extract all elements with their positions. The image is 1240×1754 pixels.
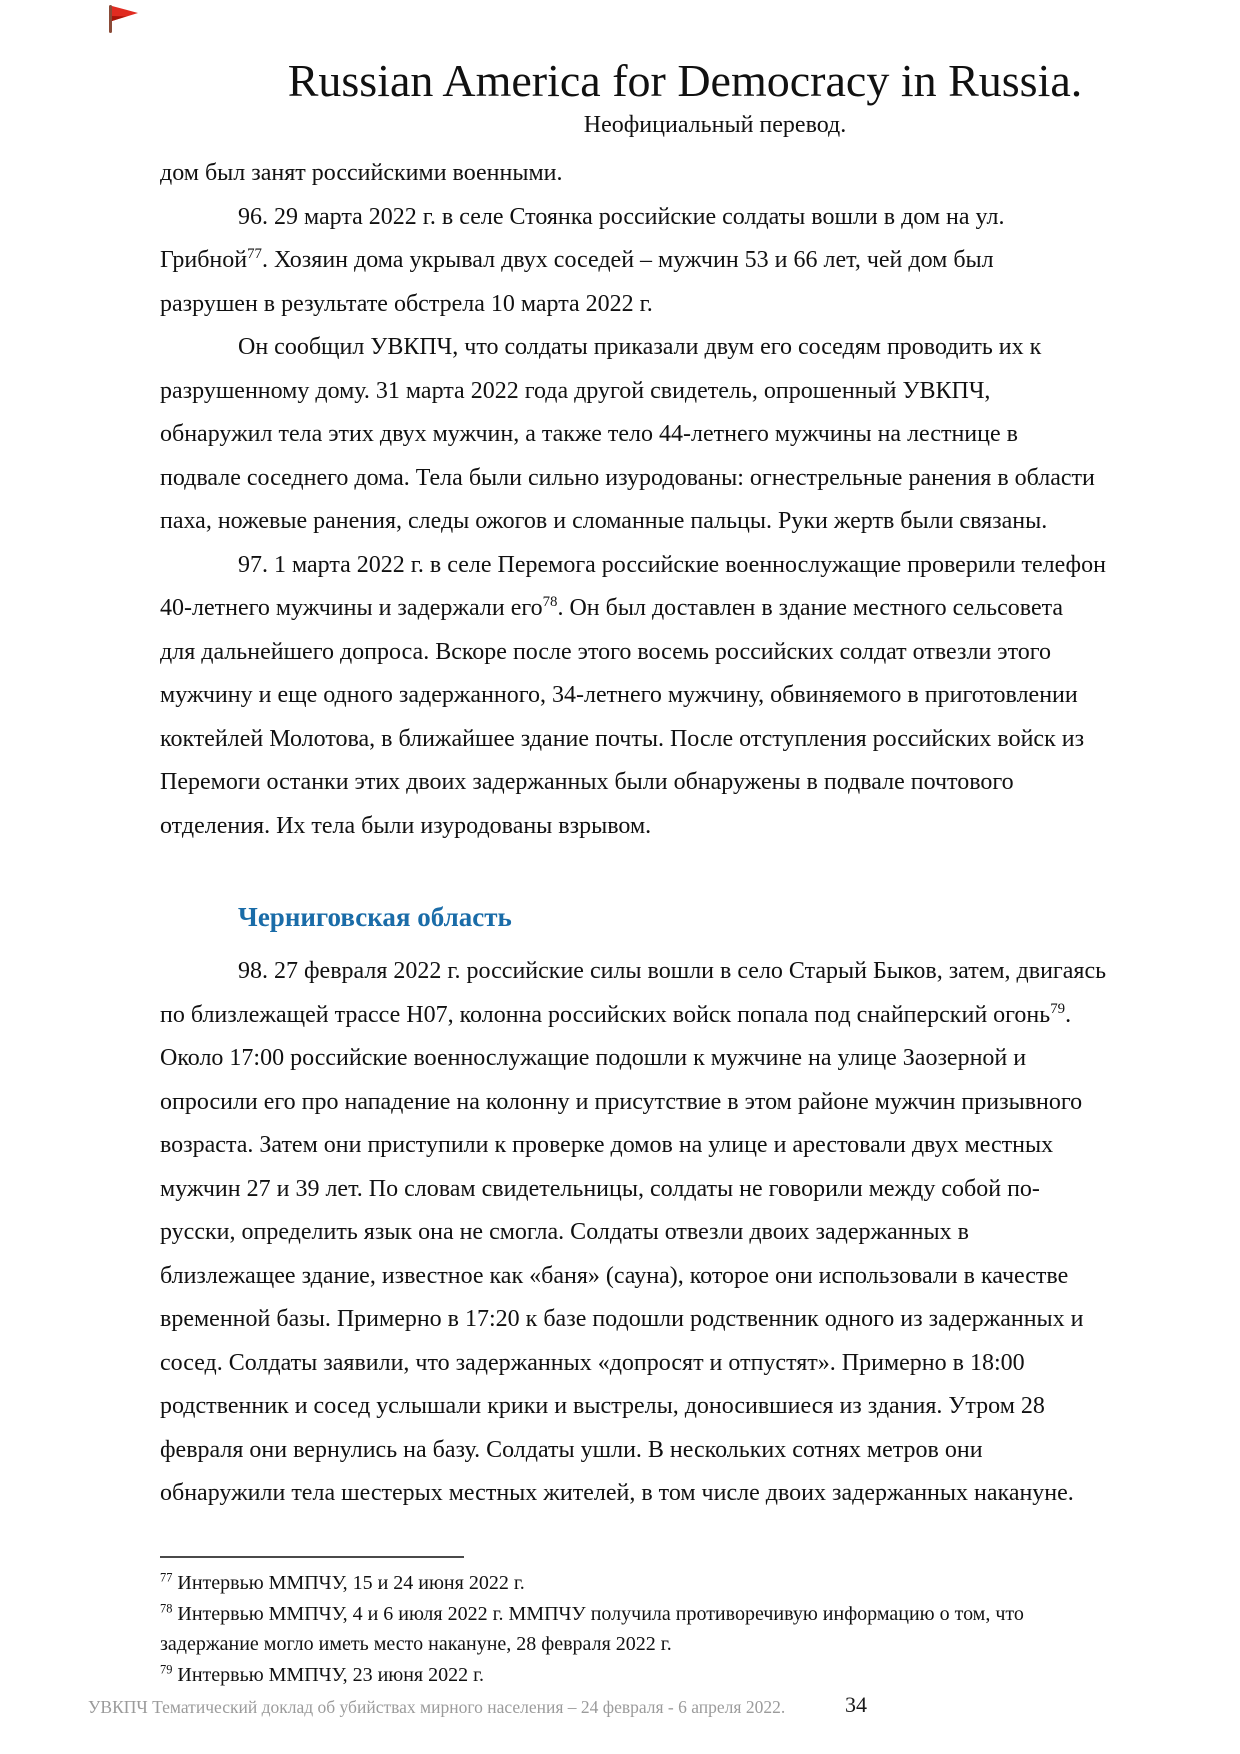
document-header — [130, 54, 1240, 140]
text-line: 96. 29 марта 2022 г. в селе Стоянка российские солдаты вошли в дом на ул. — [238, 203, 1005, 230]
text-line: опросили его про нападение на колонну и присутствие в этом районе мужчин призывного — [160, 1088, 1083, 1115]
paragraph — [160, 544, 1140, 849]
document-subtitle: Неофициальный перевод. — [583, 112, 847, 138]
text-line: разрушен в результате обстрела 10 марта 2022 г. — [160, 290, 653, 317]
text-line: временной базы. Примерно в 17:20 к базе подошли родственник одного из задержанных и — [160, 1306, 1084, 1332]
text-line: 97. 1 марта 2022 г. в селе Перемога российские военнослужащие проверили телефон — [238, 551, 1106, 578]
paragraph — [160, 1599, 1140, 1660]
body-paragraphs-before-heading — [160, 152, 1140, 848]
footnotes — [160, 1568, 1140, 1690]
text-line: 40-летнего мужчины и задержали его$^{78}$. Он был доставлен в здание местного сельсовета — [160, 594, 1064, 621]
text-line: сосед. Солдаты заявили, что задержанных «допросят и отпустят». Примерно в 18:00 — [160, 1349, 1025, 1376]
text-line: обнаружили тела шестерых местных жителей, в том числе двоих задержанных накануне. — [160, 1480, 1074, 1506]
paragraph — [160, 196, 1140, 327]
text-line: мужчину и еще одного задержанного, 34-летнего мужчину, обвиняемого в приготовлении — [160, 682, 1078, 708]
paragraph — [160, 950, 1140, 1516]
page-number: 34 — [845, 1692, 867, 1717]
text-line: коктейлей Молотова, в ближайшее здание почты. После отступления российских войск из — [160, 725, 1085, 752]
paragraph — [160, 326, 1140, 544]
paragraph — [160, 1568, 1140, 1599]
text-line: паха, ножевые ранения, следы ожогов и сломанные пальцы. Руки жертв были связаны. — [160, 508, 1048, 534]
text-line: $^{77}$ Интервью ММПЧУ, 15 и 24 июня 2022 г. — [160, 1570, 525, 1594]
text-line: мужчин 27 и 39 лет. По словам свидетельницы, солдаты не говорили между собой по- — [160, 1175, 1040, 1202]
paragraph — [160, 1660, 1140, 1691]
text-line: русски, определить язык она не смогла. Солдаты отвезли двоих задержанных в — [160, 1219, 969, 1245]
text-line: близлежащее здание, известное как «баня» (сауна), которое они использовали в качестве — [160, 1262, 1069, 1289]
text-line: подвале соседнего дома. Тела были сильно изуродованы: огнестрельные ранения в области — [160, 464, 1095, 491]
text-line: обнаружил тела этих двух мужчин, а также тело 44-летнего мужчины на лестнице в — [160, 421, 1018, 447]
text-line: $^{79}$ Интервью ММПЧУ, 23 июня 2022 г. — [160, 1661, 485, 1686]
text-line: февраля они вернулись на базу. Солдаты ушли. В нескольких сотнях метров они — [160, 1436, 983, 1463]
text-line: для дальнейшего допроса. Вскоре после этого восемь российских солдат отвезли этого — [160, 638, 1051, 665]
text-line: $^{78}$ Интервью ММПЧУ, 4 и 6 июля 2022 г. ММПЧУ получила противоречивую информацию о том, что — [160, 1600, 1024, 1625]
document-body — [160, 152, 1140, 1516]
footer-report-title: УВКПЧ Тематический доклад об убийствах мирного населения – 24 февраля - 6 апреля 2022. — [88, 1697, 786, 1717]
text-line: родственник и сосед услышали крики и выстрелы, доносившиеся из здания. Утром 28 — [160, 1393, 1045, 1419]
footnote-separator — [160, 1556, 464, 1558]
text-line: задержание могло иметь место накануне, 28 февраля 2022 г. — [160, 1633, 672, 1655]
text-line: Он сообщил УВКПЧ, что солдаты приказали двум его соседям проводить их к — [238, 334, 1042, 360]
text-line: Грибной$^{77}$. Хозяин дома укрывал двух соседей – мужчин 53 и 66 лет, чей дом был — [160, 246, 994, 273]
text-line: 98. 27 февраля 2022 г. российские силы вошли в село Старый Быков, затем, двигаясь — [238, 958, 1107, 984]
paragraph — [160, 152, 1140, 196]
text-line: Около 17:00 российские военнослужащие подошли к мужчине на улице Заозерной и — [160, 1045, 1027, 1071]
red-flag-icon — [106, 4, 142, 34]
section-heading: Черниговская область — [238, 902, 512, 932]
text-line: отделения. Их тела были изуродованы взрывом. — [160, 812, 652, 839]
text-line: возраста. Затем они приступили к проверке домов на улице и арестовали двух местных — [160, 1132, 1054, 1158]
text-line: Перемоги останки этих двоих задержанных были обнаружены в подвале почтового — [160, 769, 1014, 795]
text-line: разрушенному дому. 31 марта 2022 года другой свидетель, опрошенный УВКПЧ, — [160, 377, 991, 404]
text-line: дом был занят российскими военными. — [160, 160, 563, 186]
text-line: по близлежащей трассе Н07, колонна российских войск попала под снайперский огонь$^{79}$. — [160, 1000, 1072, 1028]
body-paragraphs-after-heading — [160, 950, 1140, 1516]
document-title: Russian America for Democracy in Russia. — [287, 55, 1083, 106]
